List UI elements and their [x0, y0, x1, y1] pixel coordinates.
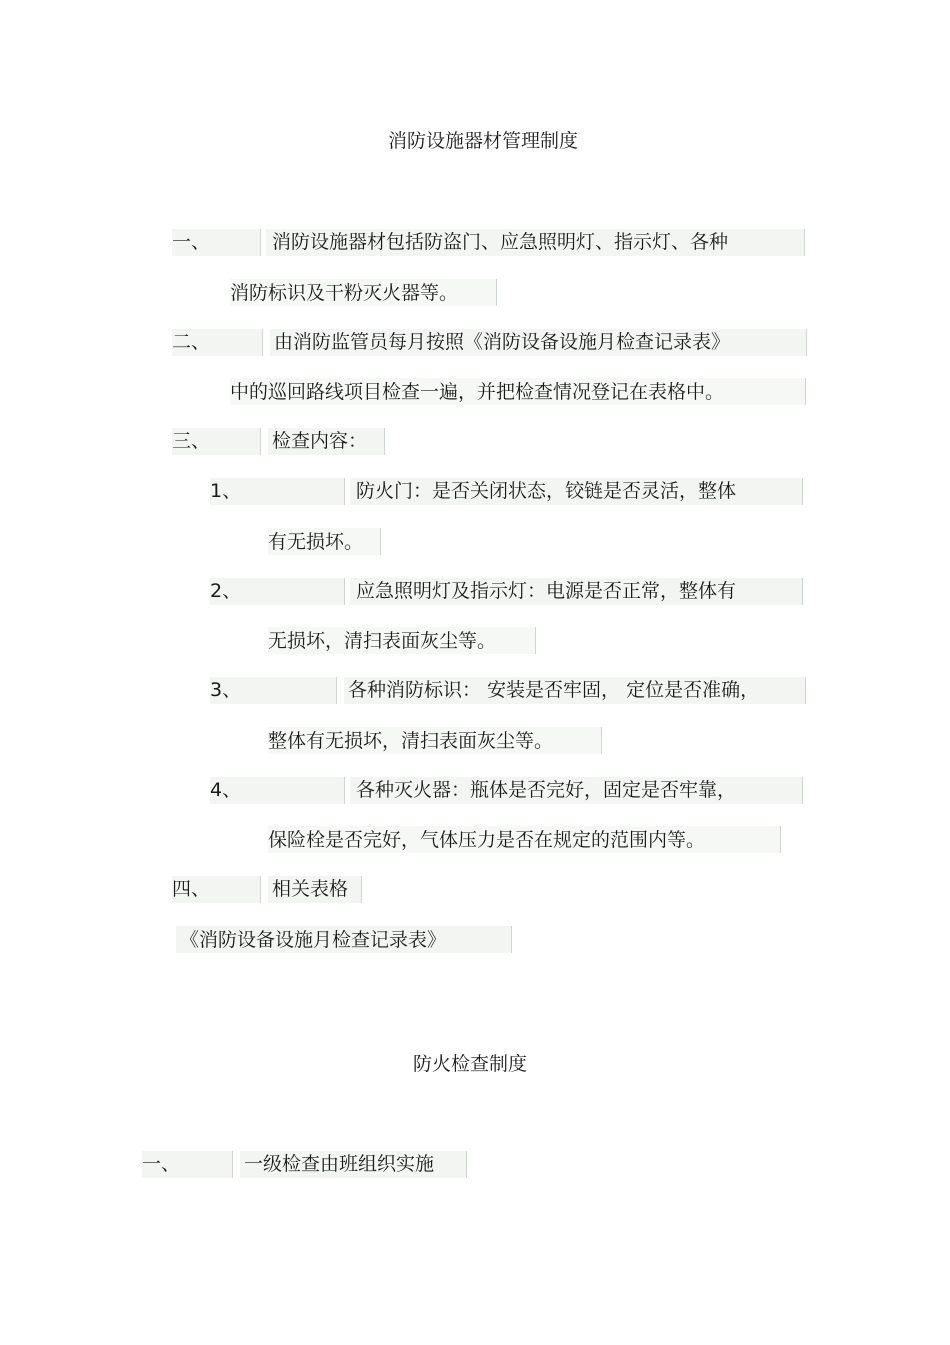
item-text-line: 有无损坏。 [268, 531, 364, 553]
item-text-line: 各种消防标识： 安装是否牢固， 定位是否准确， [348, 679, 760, 701]
item-text-line: 保险栓是否完好，气体压力是否在规定的范围内等。 [268, 829, 706, 851]
item-text-line: 各种灭火器：瓶体是否完好，固定是否牢靠， [356, 779, 737, 801]
section-number: 二、 [172, 331, 211, 353]
section-text-line: 一级检查由班组织实施 [244, 1153, 435, 1175]
section-number: 四、 [172, 878, 211, 900]
item-number: 3、 [210, 679, 242, 701]
section-text-line: 消防标识及干粉灭火器等。 [230, 282, 459, 304]
item-text-line: 无损坏，清扫表面灰尘等。 [268, 630, 497, 652]
form-reference: 《消防设备设施月检查记录表》 [180, 929, 447, 951]
item-number: 4、 [210, 779, 242, 801]
item-text-line: 应急照明灯及指示灯：电源是否正常，整体有 [356, 580, 737, 602]
section-text-line: 由消防监管员每月按照《消防设备设施月检查记录表》 [274, 331, 731, 353]
document-title: 防火检查制度 [412, 1053, 528, 1075]
section-number: 一、 [142, 1153, 181, 1175]
section-text-line: 消防设施器材包括防盗门、应急照明灯、指示灯、各种 [272, 231, 729, 253]
item-text-line: 防火门：是否关闭状态，铰链是否灵活，整体 [356, 480, 737, 502]
section-text-line: 检查内容： [272, 430, 368, 452]
item-number: 2、 [210, 580, 242, 602]
section-number: 三、 [172, 430, 211, 452]
document-title: 消防设施器材管理制度 [387, 130, 579, 152]
item-text-line: 整体有无损坏，清扫表面灰尘等。 [268, 730, 554, 752]
section-text-line: 相关表格 [272, 878, 349, 900]
section-text-line: 中的巡回路线项目检查一遍，并把检查情况登记在表格中。 [230, 381, 725, 403]
item-number: 1、 [210, 480, 242, 502]
section-number: 一、 [172, 231, 211, 253]
